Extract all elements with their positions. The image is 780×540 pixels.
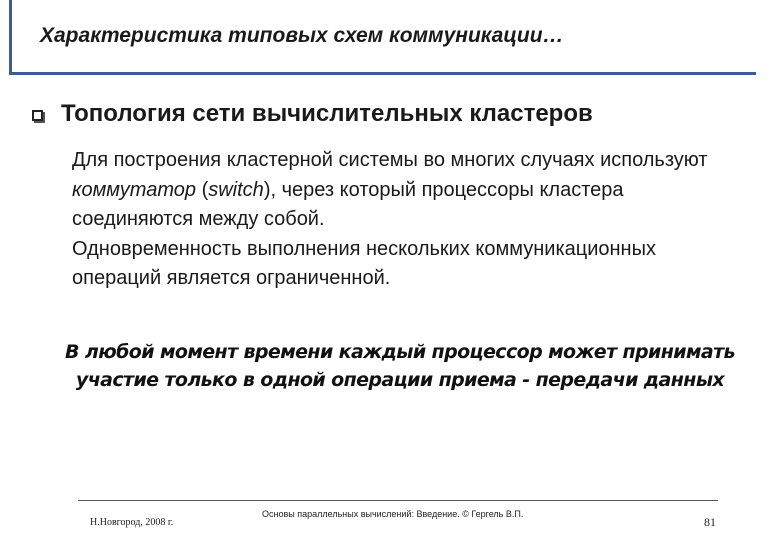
term-switch: switch [208,178,264,201]
paragraph-switch-middle: ( [196,178,209,201]
term-commutator: коммутатор [72,178,197,201]
emphasis-line-1: В любой момент времени каждый процессор может принимать [65,341,735,363]
footer-divider [78,500,718,501]
paragraph-concurrency: Одновременность выполнения нескольких коммуникационных операций является ограниченной. [72,237,656,289]
footer-course: Основы параллельных вычислений: Введение. © Гергель В.П. [262,509,524,519]
checkbox-bullet-icon [32,110,43,121]
paragraph-switch-before: Для построения кластерной системы во многих случаях используют [72,149,708,171]
section-heading: Топология сети вычислительных кластеров [61,100,593,127]
body-text [72,146,732,294]
paragraph-switch [72,146,732,235]
footer-location: Н.Новгород, 2008 г. [90,517,174,528]
slide-title: Характеристика типовых схем коммуникации… [40,24,564,47]
paragraph-switch-after: ), через который процессоры кластера соединяются между собой. [72,178,624,230]
page-number: 81 [704,515,716,529]
heading-row [32,100,593,128]
emphasis-line-2: участие только в одной операции приема - передачи данных [75,369,725,391]
emphasis-note [60,338,740,394]
